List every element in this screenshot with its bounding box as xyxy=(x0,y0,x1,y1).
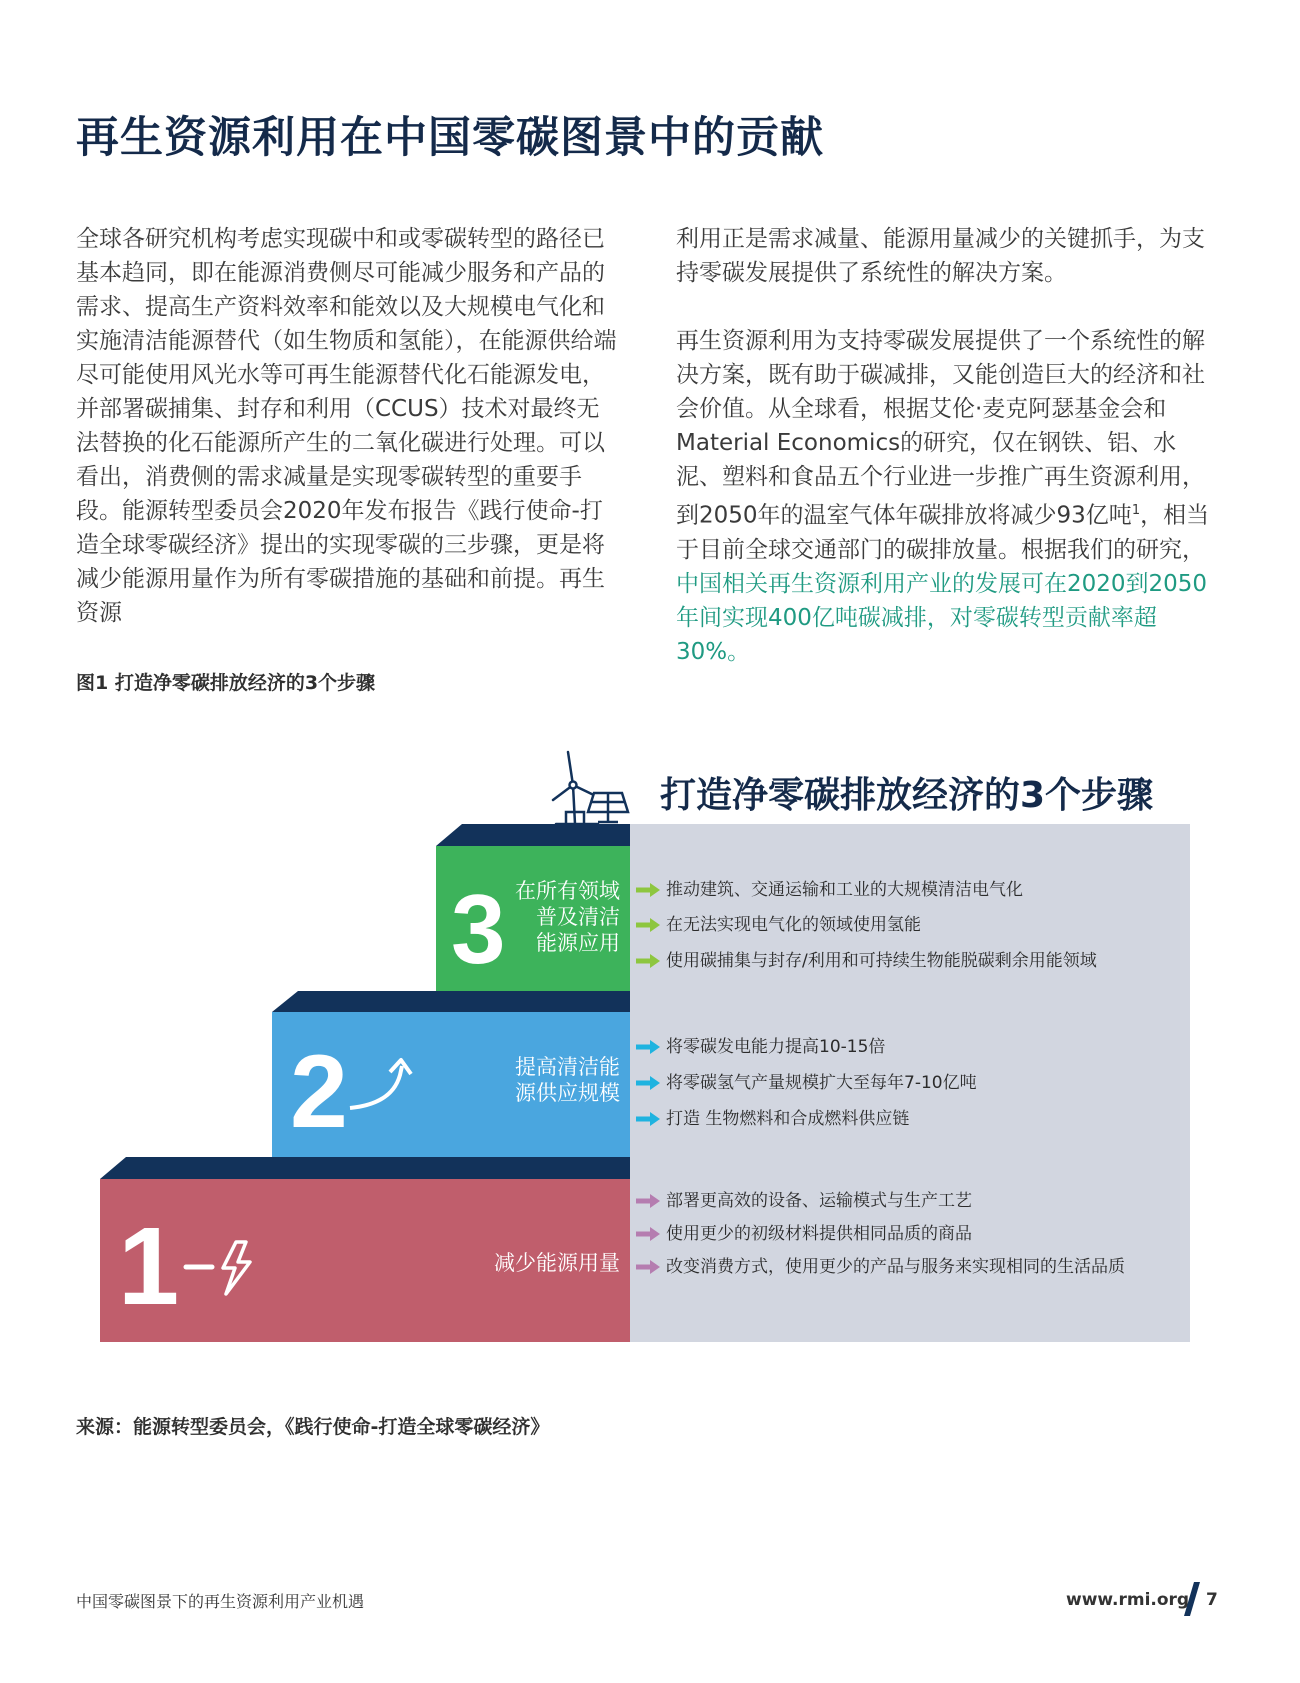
bullet-text: 在无法实现电气化的领域使用氢能 xyxy=(666,915,921,935)
footer-report-title: 中国零碳图景下的再生资源利用产业机遇 xyxy=(76,1592,365,1611)
slash-divider-icon xyxy=(1184,1578,1200,1618)
right-paragraph-1: 利用正是需求减量、能源用量减少的关键抓手，为支持零碳发展提供了系统性的解决方案。 xyxy=(676,226,1205,286)
step-2-number: 2 xyxy=(290,1034,348,1150)
right-paragraph-2-text: 再生资源利用为支持零碳发展提供了一个系统性的解决方案，既有助于碳减排，又能创造巨大的经济和社会价值。从全球看，根据艾伦·麦克阿瑟基金会和Material Economics的研究，仅在钢铁、铝、水泥、塑料和食品五个行业进一步推广再生资源利用，到2050年的温室气体年碳排放将减少93亿吨 xyxy=(676,328,1205,529)
bullet-text: 将零碳发电能力提高10-15倍 xyxy=(666,1037,886,1057)
page-number: 7 xyxy=(1206,1590,1218,1610)
right-paragraph-2-continued: ，相当于目前全球交通部门的碳排放量。根据我们的研究， xyxy=(676,502,1210,563)
bullet-text: 部署更高效的设备、运输模式与生产工艺 xyxy=(666,1191,972,1211)
step-1-number: 1 xyxy=(118,1205,180,1328)
arrow-right-icon xyxy=(636,1194,660,1208)
footer-url-link[interactable]: www.rmi.org xyxy=(1066,1590,1190,1610)
step-3-label xyxy=(500,878,620,956)
bullet-text: 使用碳捕集与封存/利用和可持续生物能脱碳剩余用能领域 xyxy=(666,951,1097,971)
step-2-label-line: 提高清洁能 xyxy=(515,1055,620,1079)
figure-caption: 图1 打造净零碳排放经济的3个步骤 xyxy=(76,672,376,694)
step-2-cap xyxy=(272,991,630,1012)
step-1-label xyxy=(440,1250,620,1276)
bullet-text: 推动建筑、交通运输和工业的大规模清洁电气化 xyxy=(666,880,1023,900)
arrow-right-icon xyxy=(636,1112,660,1126)
step-3-label-line: 能源应用 xyxy=(536,931,620,955)
arrow-right-icon xyxy=(636,1076,660,1090)
footnote-marker[interactable]: 1 xyxy=(1131,503,1141,518)
step-1-cap xyxy=(100,1157,630,1179)
step-3-cap xyxy=(436,824,630,846)
step-3-number: 3 xyxy=(451,874,506,984)
arrow-right-icon xyxy=(636,883,660,897)
bullet-text: 改变消费方式，使用更少的产品与服务来实现相同的生活品质 xyxy=(666,1257,1125,1277)
arrow-right-icon xyxy=(636,918,660,932)
arrow-right-icon xyxy=(636,1040,660,1054)
bullet-text: 使用更少的初级材料提供相同品质的商品 xyxy=(666,1224,972,1244)
arrow-right-icon xyxy=(636,954,660,968)
step-2-label-line: 源供应规模 xyxy=(515,1081,620,1105)
highlighted-finding: 中国相关再生资源利用产业的发展可在2020到2050年间实现400亿吨碳减排，对零碳转型贡献率超30%。 xyxy=(676,570,1208,665)
step-3-label-line: 普及清洁 xyxy=(536,905,620,929)
arrow-right-icon xyxy=(636,1227,660,1241)
page-title: 再生资源利用在中国零碳图景中的贡献 xyxy=(76,113,824,163)
solar-panel-icon xyxy=(588,793,628,822)
left-paragraph: 全球各研究机构考虑实现碳中和或零碳转型的路径已基本趋同，即在能源消费侧尽可能减少服务和产品的需求、提高生产资料效率和能效以及大规模电气化和实施清洁能源替代（如生物质和氢能），在能源供给端尽可能使用风光水等可再生能源替代化石能源发电，并部署碳捕集、封存和利用（CCUS）技术对最终无法替换的化石能源所产生的二氧化碳进行处理。可以看出，消费侧的需求减量是实现零碳转型的重要手段。能源转型委员会2020年发布报告《践行使命-打造全球零碳经济》提出的实现零碳的三步骤，更是将减少能源用量作为所有零碳措施的基础和前提。再生资源 xyxy=(76,226,617,626)
figure-source: 来源：能源转型委员会，《践行使命-打造全球零碳经济》 xyxy=(76,1416,550,1438)
footer-branding xyxy=(1066,1578,1226,1618)
step-2-label xyxy=(480,1054,620,1106)
bullet-text: 将零碳氢气产量规模扩大至每年7-10亿吨 xyxy=(666,1073,977,1093)
arrow-right-icon xyxy=(636,1260,660,1274)
diagram-title: 打造净零碳排放经济的3个步骤 xyxy=(660,775,1154,816)
step-1-label-line: 减少能源用量 xyxy=(494,1251,620,1275)
step-3-label-line: 在所有领域 xyxy=(515,879,620,903)
bullet-text: 打造 生物燃料和合成燃料供应链 xyxy=(666,1109,910,1129)
